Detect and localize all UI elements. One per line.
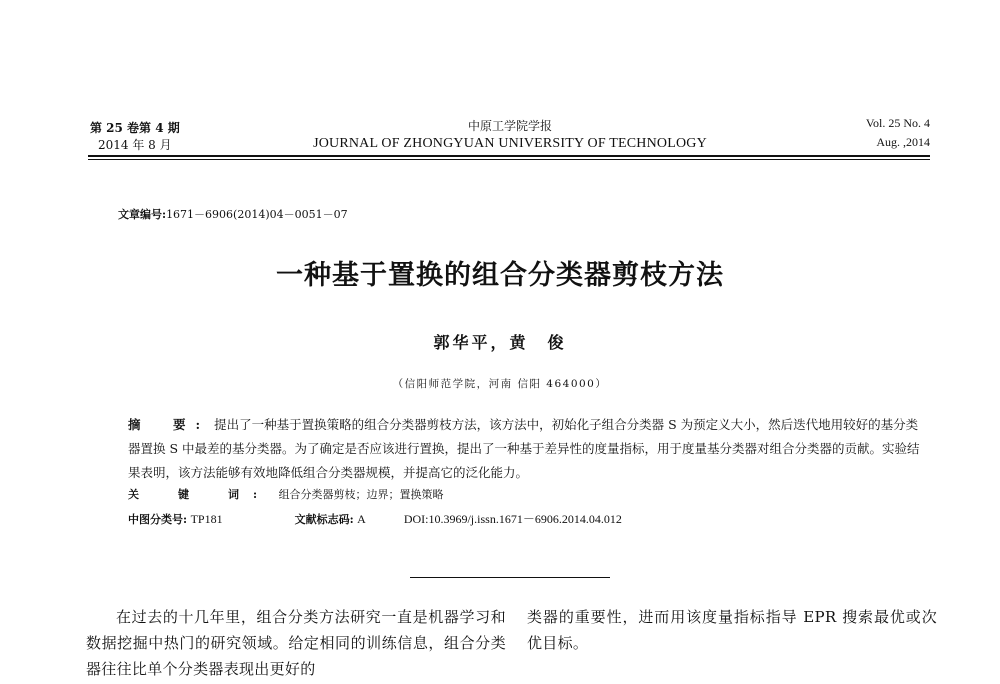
volume-number-en: Vol. 25 No. 4 bbox=[865, 116, 930, 130]
keywords-label: 关 键 词: bbox=[128, 488, 272, 501]
header-rule-thin bbox=[88, 159, 930, 160]
abstract bbox=[128, 413, 928, 485]
body-left-column: 在过去的十几年里，组合分类方法研究一直是机器学习和数据挖掘中热门的研究领域。给定相同的训练信息，组合分类器往往比单个分类器表现出更好的 bbox=[86, 608, 506, 678]
paper-title: 一种基于置换的组合分类器剪枝方法 bbox=[276, 260, 724, 291]
doc-code-label: 文献标志码: bbox=[294, 513, 354, 526]
keywords-text: 组合分类器剪枝；边界；置换策略 bbox=[278, 488, 444, 501]
doi: DOI:10.3969/j.issn.1671－6906.2014.04.012 bbox=[403, 512, 622, 526]
authors: 郭华平，黄 俊 bbox=[433, 333, 567, 352]
affiliation: （信阳师范学院，河南 信阳 464000） bbox=[392, 378, 608, 390]
journal-name-en: JOURNAL OF ZHONGYUAN UNIVERSITY OF TECHNOLOGY bbox=[313, 136, 707, 151]
abstract-label: 摘 要: bbox=[128, 417, 211, 432]
journal-name-cn: 中原工学院学报 bbox=[467, 119, 552, 133]
section-divider bbox=[410, 577, 610, 578]
article-number-value: 1671－6906(2014)04－0051－07 bbox=[166, 208, 348, 221]
issue-date: 2014 年 8 月 bbox=[98, 138, 172, 152]
doc-code-value: A bbox=[357, 512, 366, 526]
clc-value: TP181 bbox=[190, 512, 223, 526]
volume-info-en bbox=[820, 114, 930, 152]
volume-issue: 第 25 卷第 4 期 bbox=[90, 121, 180, 135]
journal-name bbox=[250, 118, 770, 152]
header-rule-thick bbox=[88, 155, 930, 157]
abstract-text: 提出了一种基于置换策略的组合分类器剪枝方法，该方法中，初始化子组合分类器 S 为预定义大小，然后迭代地用较好的基分类器置换 S 中最差的基分类器。为了确定是否应该进行置换，提出了一种基于差异性的度量指标，用于度量基分类器对组合分类器的贡献。实验结果表明，该方法能够有效地降低组合分类器规模，并提高它的泛化能力。 bbox=[128, 417, 920, 480]
issue-info bbox=[90, 120, 180, 154]
article-number-label: 文章编号: bbox=[118, 208, 167, 221]
classification-line bbox=[128, 510, 622, 527]
article-number bbox=[118, 206, 348, 222]
keywords bbox=[128, 486, 444, 502]
body-right-column: 类器的重要性，进而用该度量指标指导 EPR 搜索最优或次优目标。 bbox=[527, 608, 937, 652]
clc-label: 中图分类号: bbox=[128, 513, 188, 526]
issue-date-en: Aug. ,2014 bbox=[876, 135, 930, 149]
